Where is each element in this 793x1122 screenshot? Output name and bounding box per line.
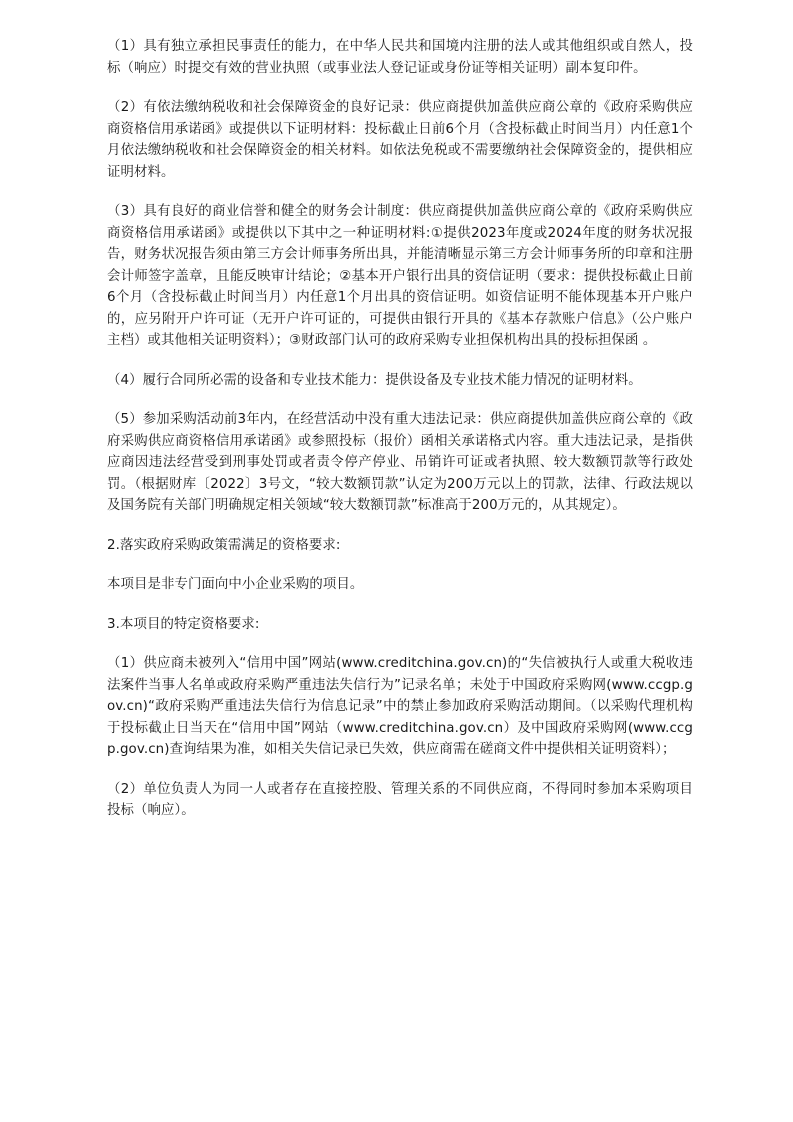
qualification-item-5: （5）参加采购活动前3年内，在经营活动中没有重大违法记录：供应商提供加盖供应商公章的《政府采购供应商资格信用承诺函》或参照投标（报价）函相关承诺格式内容。重大违法记录，是指供应商因违法经营受到刑事处罚或者责令停产停业、吊销许可证或者执照、较大数额罚款等行政处罚。（根据财库〔2022〕3号文，“较大数额罚款”认定为200万元以上的罚款，法律、行政法规以及国务院有关部门明确规定相关领域“较大数额罚款”标准高于200万元的，从其规定）。 bbox=[107, 412, 693, 513]
specific-requirement-2: （2）单位负责人为同一人或者存在直接控股、管理关系的不同供应商，不得同时参加本采购项目投标（响应）。 bbox=[107, 781, 693, 818]
policy-statement: 本项目是非专门面向中小企业采购的项目。 bbox=[107, 577, 364, 592]
section-heading-policy: 2.落实政府采购政策需满足的资格要求: bbox=[107, 537, 341, 553]
section-heading-specific: 3.本项目的特定资格要求: bbox=[107, 616, 260, 632]
qualification-item-1: （1）具有独立承担民事责任的能力，在中华人民共和国境内注册的法人或其他组织或自然人，投标（响应）时提交有效的营业执照（或事业法人登记证或身份证等相关证明）副本复印件。 bbox=[107, 39, 693, 76]
qualification-item-2: （2）有依法缴纳税收和社会保障资金的良好记录：供应商提供加盖供应商公章的《政府采购供应商资格信用承诺函》或提供以下证明材料：投标截止日前6个月（含投标截止时间当月）内任意1个月依法缴纳税收和社会保障资金的相关材料。如依法免税或不需要缴纳社会保障资金的，提供相应证明材料。 bbox=[107, 100, 693, 180]
qualification-item-3: （3）具有良好的商业信誉和健全的财务会计制度：供应商提供加盖供应商公章的《政府采购供应商资格信用承诺函》或提供以下其中之一种证明材料:①提供2023年度或2024年度的财务状况报告，财务状况报告须由第三方会计师事务所出具，并能清晰显示第三方会计师事务所的印章和注册会计师签字盖章，且能反映审计结论；②基本开户银行出具的资信证明（要求：提供投标截止日前6个月（含投标截止时间当月）内任意1个月出具的资信证明。如资信证明不能体现基本开户账户的，应另附开户许可证（无开户许可证的，可提供由银行开具的《基本存款账户信息》（公户账户主档）或其他相关证明资料）；③财政部门认可的政府采购专业担保机构出具的投标担保函 。 bbox=[107, 204, 693, 348]
qualification-item-4: （4）履行合同所必需的设备和专业技术能力：提供设备及专业技术能力情况的证明材料。 bbox=[107, 372, 642, 388]
specific-requirement-1: （1）供应商未被列入“信用中国”网站(www.creditchina.gov.cn)的“失信被执行人或重大税收违法案件当事人名单或政府采购严重违法失信行为”记录名单；未处于中国政府采购网(www.ccgp.gov.cn)“政府采购严重违法失信行为信息记录”中的禁止参加政府采购活动期间。（以采购代理机构于投标截止日当天在“信用中国”网站（www.creditchina.gov.cn）及中国政府采购网(www.ccgp.gov.cn)查询结果为准，如相关失信记录已失效，供应商需在磋商文件中提供相关证明资料）； bbox=[107, 656, 693, 757]
document-page bbox=[107, 36, 693, 840]
